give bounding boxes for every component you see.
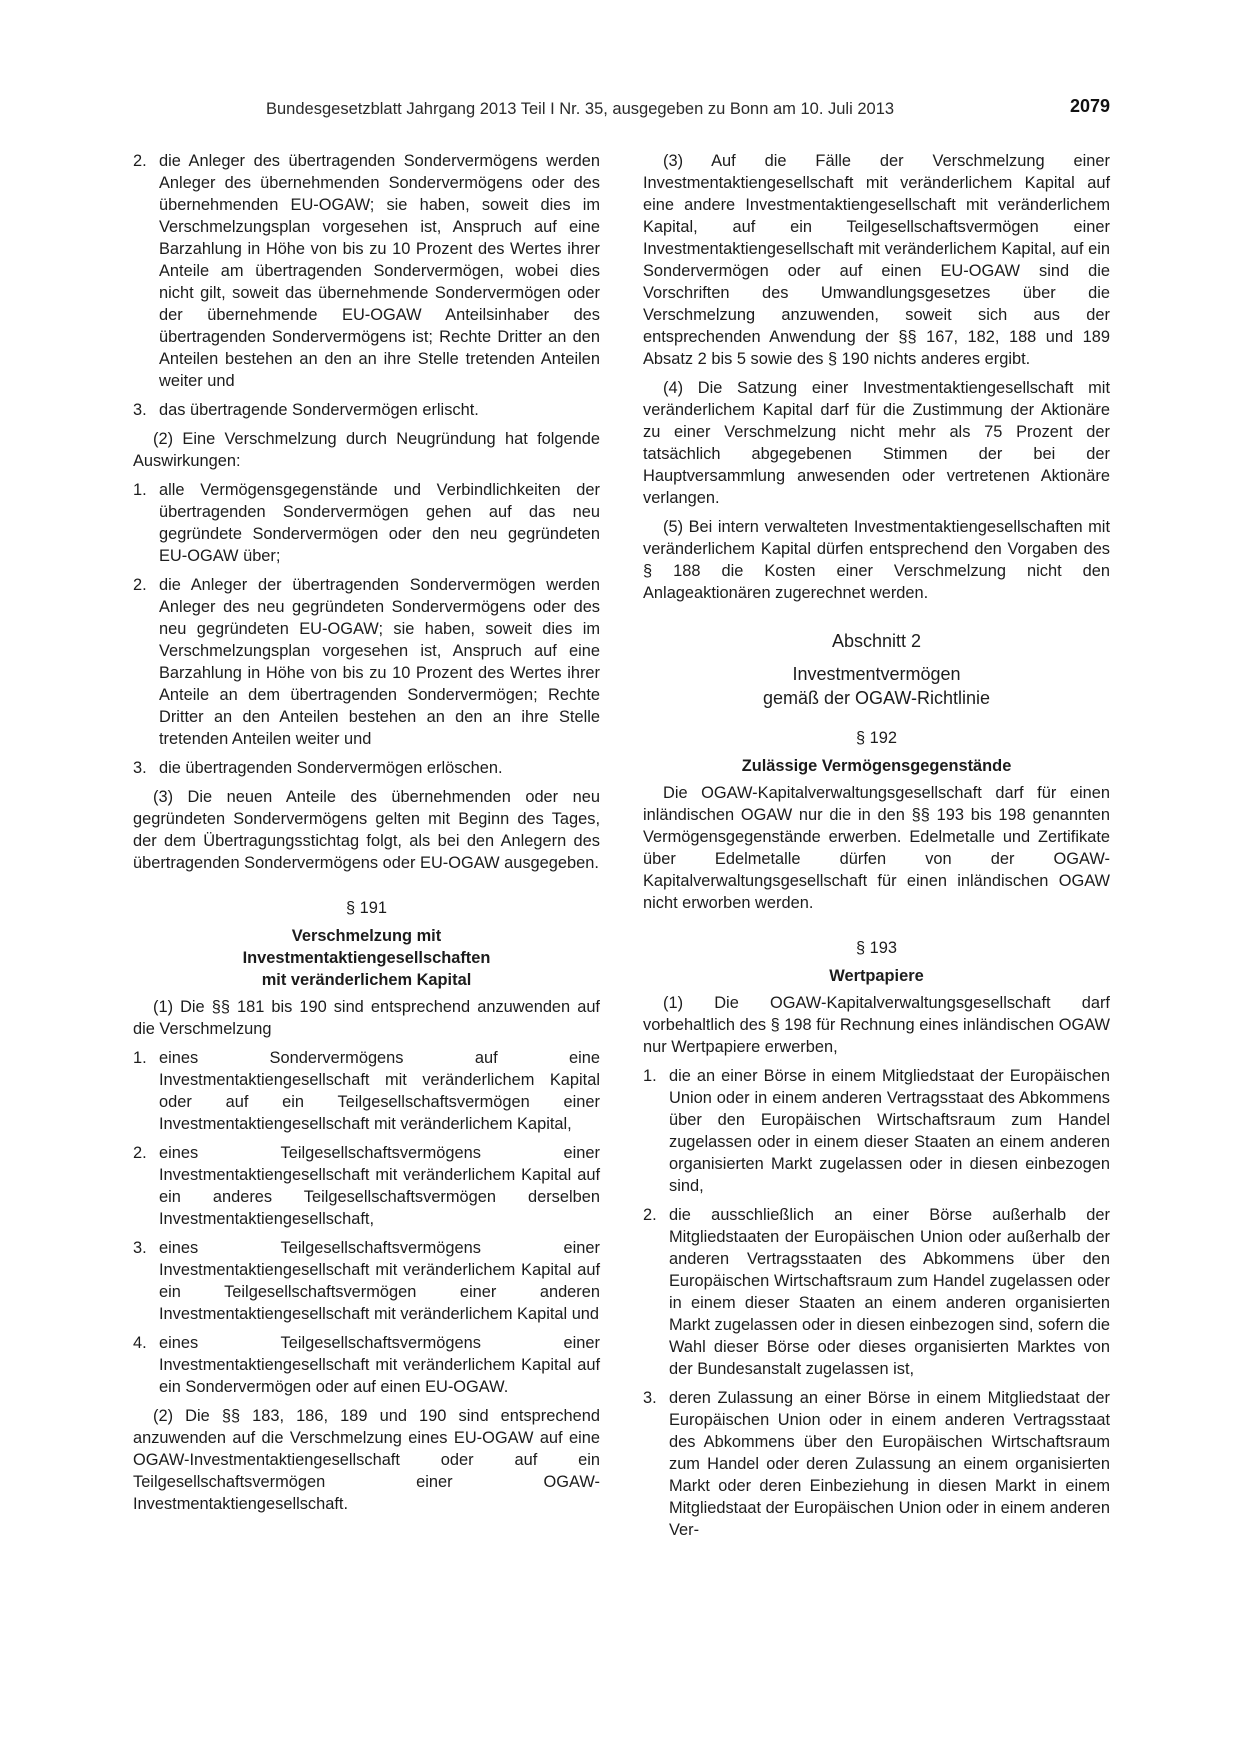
- paragraph: (2) Eine Verschmelzung durch Neugründung hat folgende Auswirkungen:: [133, 430, 600, 470]
- section-heading: Zulässige Vermögensgegenstände: [741, 757, 1012, 775]
- paragraph: (1) Die OGAW-Kapitalverwaltungsgesellschaft darf vorbehaltlich des § 198 für Rechnung eines inländischen OGAW nur Wertpapiere erwerben,: [643, 994, 1110, 1056]
- list-item: 3. die übertragenden Sondervermögen erlöschen.: [133, 759, 503, 777]
- paragraph: (3) Die neuen Anteile des übernehmenden oder neu gegründeten Sondervermögens gelten mit Beginn des Tages, der dem Übertragungsstichtag folgt, als bei den Anlegern des übertragenden Sondervermögens oder EU-OGAW ausgegeben.: [133, 788, 600, 872]
- list-item: 3. eines Teilgesellschaftsvermögens einer Investmentaktiengesellschaft mit veränderlichem Kapital auf ein Teilgesellschaftsvermögen einer anderen Investmentaktiengesellschaft mit veränderlichem Kapital und: [133, 1239, 600, 1323]
- section-label: Abschnitt 2: [831, 631, 922, 651]
- list-item: 1. alle Vermögensgegenstände und Verbindlichkeiten der übertragenden Sondervermögen gehen auf das neu gegründete Sondervermögen oder den neu gegründeten EU-OGAW über;: [133, 481, 600, 565]
- list-item: 2. die Anleger der übertragenden Sondervermögen werden Anleger des neu gegründeten Sondervermögens oder des neu gegründeten EU-OGAW; sie haben, soweit dies im Verschmelzungsplan vorgesehen ist, Anspruch auf eine Barzahlung in Höhe von bis zu 10 Prozent des Wertes ihrer Anteile an dem übertragenden Sondervermögen; Rechte Dritter an den Anteilen bestehen an den an ihre Stelle tretenden Anteilen weiter und: [133, 576, 600, 748]
- list-item: 2. die ausschließlich an einer Börse außerhalb der Mitgliedstaaten der Europäischen Union oder außerhalb der anderen Vertragsstaaten des Abkommens über den Europäischen Wirtschaftsraum zum Handel zugelassen oder in einem dieser Staaten an einem anderen organisierten Markt zugelassen oder in diesen einbezogen sind, sofern die Wahl dieser Börse oder dieses organisierten Marktes von der Bundesanstalt zugelassen ist,: [643, 1206, 1111, 1378]
- paragraph: (1) Die §§ 181 bis 190 sind entsprechend anzuwenden auf die Verschmelzung: [133, 998, 600, 1038]
- paragraph: (4) Die Satzung einer Investmentaktiengesellschaft mit veränderlichem Kapital darf für die Zustimmung der Aktionäre zu einer Verschmelzung nicht mehr als 75 Prozent der tatsächlich abgegebenen Stimmen der bei der Hauptversammlung anwesenden oder vertretenen Aktionäre verlangen.: [643, 379, 1110, 507]
- list-item: 2. die Anleger des übertragenden Sondervermögens werden Anleger des übernehmenden Sondervermögens oder des übernehmenden EU-OGAW; sie haben, soweit dies im Verschmelzungsplan vorgesehen ist, Anspruch auf eine Barzahlung in Höhe von bis zu 10 Prozent des Wertes ihrer Anteile am übertragenden Sondervermögen, wobei dies nicht gilt, soweit das übernehmende Sondervermögen oder der übernehmende EU-OGAW Anteilsinhaber des übertragenden Sondervermögens ist; Rechte Dritter an den Anteilen bestehen an den an ihre Stelle tretenden Anteilen weiter und: [133, 152, 600, 390]
- paragraph: (2) Die §§ 183, 186, 189 und 190 sind entsprechend anzuwenden auf die Verschmelzung eines EU-OGAW auf eine OGAW-Investmentaktiengesellschaft oder auf ein Teilgesellschaftsvermögen einer OGAW-Investmentaktiengesellschaft.: [133, 1407, 600, 1513]
- list-item: 2. eines Teilgesellschaftsvermögens einer Investmentaktiengesellschaft mit veränderlichem Kapital auf ein anderes Teilgesellschaftsvermögen derselben Investmentaktiengesellschaft,: [133, 1144, 600, 1228]
- paragraph: (5) Bei intern verwalteten Investmentaktiengesellschaften mit veränderlichem Kapital dürfen entsprechend den Vorgaben des § 188 die Kosten einer Verschmelzung nicht den Anlageaktionären zugerechnet werden.: [643, 518, 1110, 602]
- section-sign: § 191: [345, 899, 388, 917]
- section-heading: Wertpapiere: [829, 967, 924, 985]
- list-item: 3. deren Zulassung an einer Börse in einem Mitgliedstaat der Europäischen Union oder in einem anderen Vertragsstaat des Abkommens über den Europäischen Wirtschaftsraum zum Handel oder deren Zulassung an einem organisierten Markt oder deren Einbeziehung in diesen Markt in einem Mitgliedstaat der Europäischen Union oder in einem anderen Ver-: [643, 1389, 1110, 1539]
- running-title: Bundesgesetzblatt Jahrgang 2013 Teil I Nr. 35, ausgegeben zu Bonn am 10. Juli 2013: [266, 100, 895, 118]
- right-column: [643, 150, 1110, 1548]
- paragraph: (3) Auf die Fälle der Verschmelzung einer Investmentaktiengesellschaft mit veränderlichem Kapital auf eine andere Investmentaktiengesellschaft mit veränderlichem Kapital, auf ein Teilgesellschaftsvermögen einer Investmentaktiengesellschaft mit veränderlichem Kapital, auf ein Sondervermögen oder auf einen EU-OGAW sind die Vorschriften des Umwandlungsgesetzes über die Verschmelzung anzuwenden, soweit sich aus der entsprechenden Anwendung der §§ 167, 182, 188 und 189 Absatz 2 bis 5 sowie des § 190 nichts anderes ergibt.: [643, 152, 1110, 368]
- list-item: 1. eines Sondervermögens auf eine Investmentaktiengesellschaft mit veränderlichem Kapital oder auf ein Teilgesellschaftsvermögen einer Investmentaktiengesellschaft mit veränderlichem Kapital,: [133, 1049, 600, 1133]
- list-item: 4. eines Teilgesellschaftsvermögens einer Investmentaktiengesellschaft mit veränderlichem Kapital auf ein Sondervermögen oder auf einen EU-OGAW.: [133, 1334, 600, 1396]
- section-heading: Verschmelzung mit Investmentaktiengesellschaften mit veränderlichem Kapital: [242, 927, 491, 989]
- page-number: 2079: [1069, 96, 1110, 116]
- page-header: [133, 96, 1110, 124]
- section-sign: § 192: [855, 729, 898, 747]
- list-item: 1. die an einer Börse in einem Mitgliedstaat der Europäischen Union oder in einem anderen Vertragsstaat des Abkommens über den Europäischen Wirtschaftsraum zum Handel zugelassen oder in einem dieser Staaten an einem anderen organisierten Markt zugelassen oder in diesen einbezogen sind,: [643, 1067, 1110, 1195]
- section-sign: § 193: [855, 939, 898, 957]
- left-column: [133, 150, 600, 1522]
- section-title: Investmentvermögen gemäß der OGAW-Richtlinie: [762, 664, 991, 708]
- list-item: 3. das übertragende Sondervermögen erlischt.: [133, 401, 479, 419]
- paragraph: Die OGAW-Kapitalverwaltungsgesellschaft darf für einen inländischen OGAW nur die in den §§ 193 bis 198 genannten Vermögensgegenstände erwerben. Edelmetalle und Zertifikate über Edelmetalle dürfen von der OGAW-Kapitalverwaltungsgesellschaft für einen inländischen OGAW nicht erworben werden.: [643, 784, 1110, 912]
